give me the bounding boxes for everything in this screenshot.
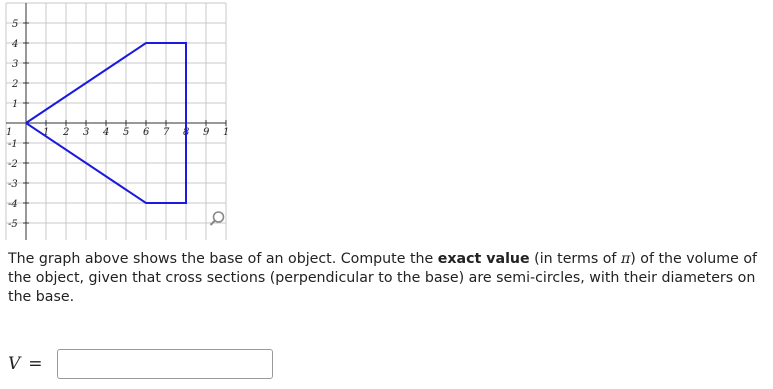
x-tick-label: 7 [163, 127, 170, 138]
x-tick-label: 8 [183, 127, 190, 138]
y-tick-label: 4 [12, 39, 19, 50]
y-tick-label: 3 [12, 59, 19, 70]
x-tick-label: 3 [83, 127, 90, 138]
x-tick-label: 9 [203, 127, 210, 138]
x-tick-label: 2 [63, 127, 70, 138]
y-tick-label: -5 [8, 219, 18, 230]
answer-row [8, 348, 273, 380]
variable-label: V [8, 354, 21, 374]
pi-symbol: π [620, 251, 631, 267]
x-tick-label: 4 [103, 127, 110, 138]
zoom-button[interactable] [207, 209, 227, 229]
question-text [8, 250, 766, 307]
x-tick-label: 6 [143, 127, 150, 138]
y-tick-label: 5 [12, 19, 19, 30]
question-bold: exact value [437, 251, 530, 267]
magnifier-icon [207, 209, 227, 229]
question-part1: The graph above shows the base of an object. Compute the [8, 251, 438, 267]
question-part3: ) of the volume of the object, given that cross sections (perpendicular to the base) are semi-circles, with their diameters on the base. [8, 251, 758, 305]
graph [0, 0, 240, 240]
axes [6, 3, 226, 240]
equals-sign: = [28, 354, 43, 374]
y-tick-label: -2 [8, 159, 18, 170]
x-tick-label: 1 [6, 127, 13, 138]
y-tick-label: -1 [8, 139, 18, 150]
x-tick-label: 1 [223, 127, 230, 138]
x-tick-label: 5 [123, 127, 130, 138]
y-tick-label: 2 [12, 79, 19, 90]
y-tick-label: -3 [8, 179, 18, 190]
volume-answer-input[interactable] [57, 349, 273, 379]
question-part2: (in terms of [529, 251, 621, 267]
y-tick-label: -4 [8, 199, 18, 210]
y-tick-label: 1 [12, 99, 19, 110]
grid-lines [6, 3, 226, 240]
x-tick-label: 1 [43, 127, 50, 138]
tick-labels [6, 19, 229, 230]
